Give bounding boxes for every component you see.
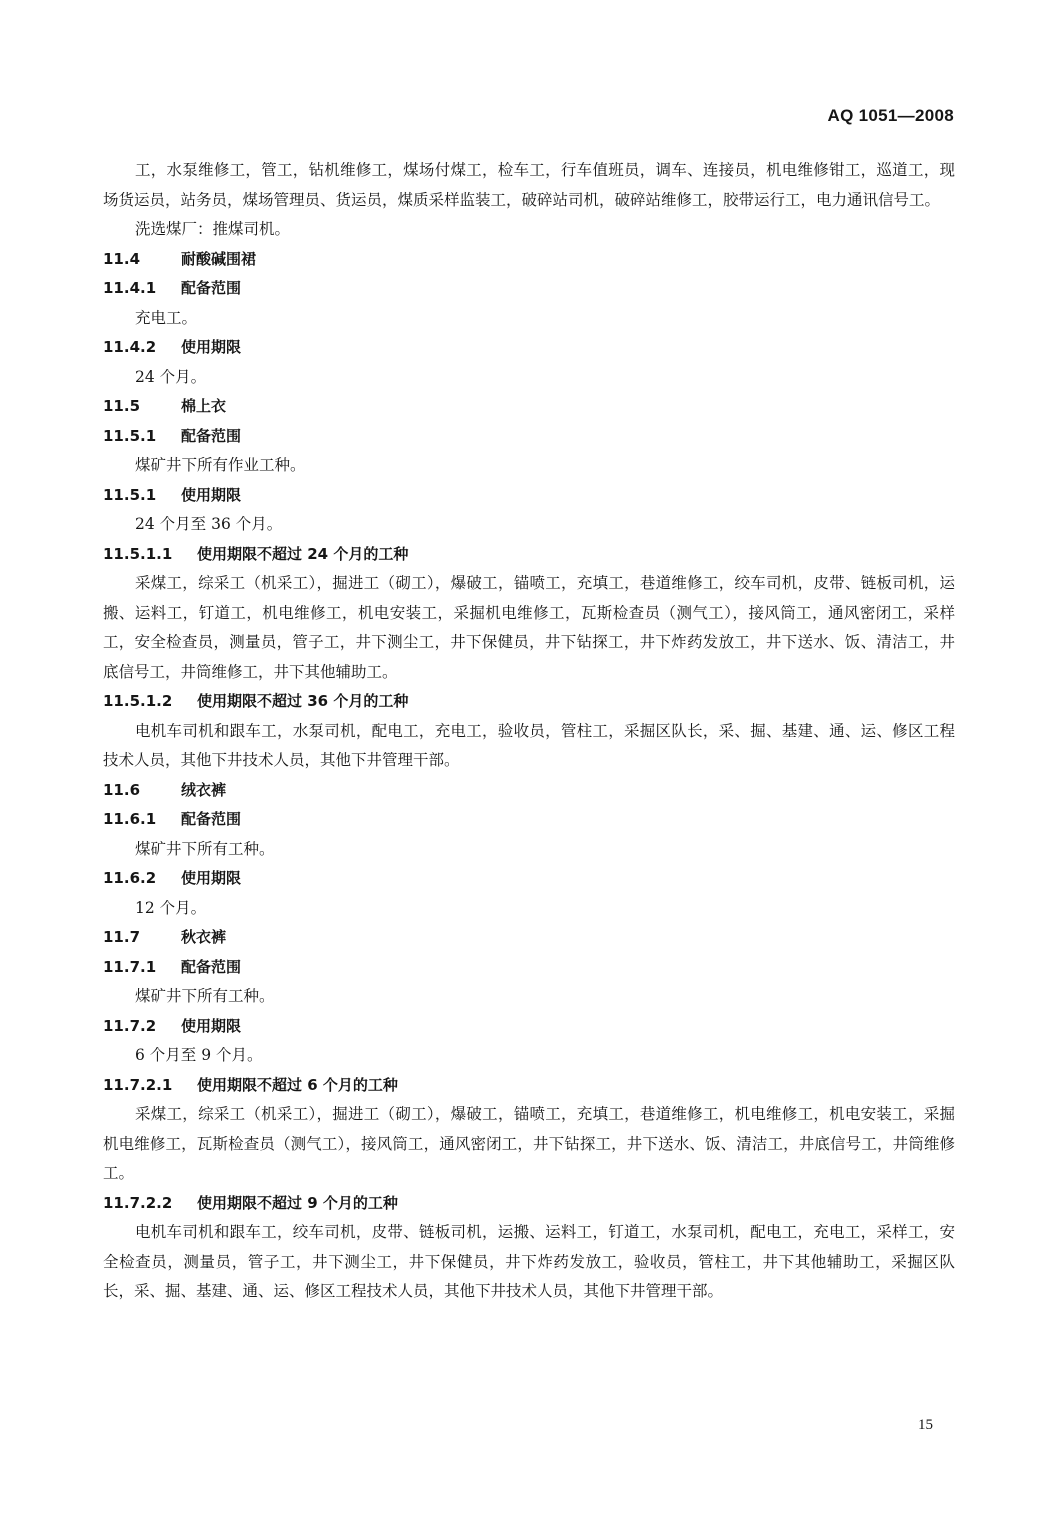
heading-11-7-1	[103, 953, 955, 983]
paragraph-wash-plant: 洗选煤厂：推煤司机。	[135, 220, 291, 238]
section-number: 11.4	[103, 249, 141, 268]
paragraph-11-7-1: 煤矿井下所有工种。	[135, 987, 275, 1005]
section-number: 11.6.2	[103, 869, 157, 887]
paragraph-11-5-1-2: 电机车司机和跟车工，水泵司机，配电工，充电工，验收员，管柱工，采掘区队长，采、掘、基建、通、运、修区工程技术人员，其他下井技术人员，其他下井管理干部。	[103, 721, 955, 769]
heading-11-4-1	[103, 274, 955, 304]
heading-11-5-1-scope	[103, 422, 955, 452]
heading-11-4-2	[103, 333, 955, 363]
paragraph-11-7-2: 6 个月至 9 个月。	[135, 1046, 263, 1064]
heading-11-5	[103, 392, 955, 422]
section-number: 11.7.2.1	[103, 1075, 173, 1094]
paragraph-11-5-1-period: 24 个月至 36 个月。	[135, 515, 283, 533]
heading-11-6-2	[103, 864, 955, 894]
heading-11-5-1-2	[103, 687, 955, 717]
paragraph-11-4-1: 充电工。	[135, 308, 198, 327]
paragraph-continuation: 工，水泵维修工，管工，钻机维修工，煤场付煤工，检车工，行车值班员，调车、连接员，机电维修钳工，巡道工，现场货运员，站务员，煤场管理员、货运员，煤质采样监装工，破碎站司机，破碎站维修工，胶带运行工，电力通讯信号工。	[103, 161, 955, 209]
section-title: 绒衣裤	[181, 780, 227, 799]
heading-11-7-2-1	[103, 1071, 955, 1101]
heading-11-7-2	[103, 1012, 955, 1042]
section-title: 秋衣裤	[181, 928, 227, 946]
section-number: 11.4.2	[103, 338, 157, 356]
paragraph-11-6-2: 12 个月。	[135, 898, 207, 917]
section-number: 11.5.1	[103, 426, 157, 445]
section-title: 配备范围	[181, 279, 242, 297]
heading-11-4	[103, 245, 955, 275]
section-title: 配备范围	[181, 810, 242, 828]
section-title: 使用期限	[181, 485, 242, 504]
section-title: 使用期限	[181, 1016, 242, 1035]
section-title: 使用期限	[181, 869, 242, 887]
paragraph-11-5-1-scope: 煤矿井下所有作业工种。	[135, 456, 306, 474]
paragraph-11-7-2-1: 采煤工，综采工（机采工），掘进工（砌工），爆破工，锚喷工，充填工，巷道维修工，机电维修工，机电安装工，采掘机电维修工，瓦斯检查员（测气工），接风筒工，通风密闭工，井下钻探工，井下送水、饭、清洁工，井底信号工，井筒维修工。	[103, 1105, 955, 1182]
section-number: 11.5.1	[103, 485, 157, 504]
section-number: 11.4.1	[103, 279, 157, 297]
section-number: 11.5.1.2	[103, 692, 173, 710]
heading-11-6	[103, 776, 955, 806]
paragraph-11-5-1-1: 采煤工，综采工（机采工），掘进工（砌工），爆破工，锚喷工，充填工，巷道维修工，绞车司机，皮带、链板司机，运搬、运料工，钉道工，机电维修工，机电安装工，采掘机电维修工，瓦斯检查员（测气工），接风筒工，通风密闭工，采样工，安全检查员，测量员，管子工，井下测尘工，井下保健员，井下钻探工，井下炸药发放工，井下送水、饭、清洁工，井底信号工，井筒维修工，井下其他辅助工。	[103, 574, 955, 681]
section-title: 配备范围	[181, 957, 242, 976]
paragraph-11-4-2: 24 个月。	[135, 367, 207, 386]
section-number: 11.5	[103, 397, 141, 415]
section-number: 11.5.1.1	[103, 544, 173, 563]
section-number: 11.6	[103, 780, 141, 799]
heading-11-5-1-1	[103, 540, 955, 570]
section-number: 11.7.1	[103, 957, 157, 976]
paragraph-11-6-1: 煤矿井下所有工种。	[135, 839, 275, 858]
section-title: 耐酸碱围裙	[181, 249, 257, 268]
heading-11-5-1-period	[103, 481, 955, 511]
section-title: 使用期限不超过 36 个月的工种	[197, 692, 409, 710]
section-title: 使用期限不超过 6 个月的工种	[197, 1075, 398, 1094]
section-number: 11.6.1	[103, 810, 157, 828]
standard-code: AQ 1051—2008	[827, 106, 954, 125]
page-body	[103, 156, 955, 1307]
section-title: 棉上衣	[181, 397, 227, 415]
heading-11-7-2-2	[103, 1189, 955, 1219]
section-title: 使用期限	[181, 338, 242, 356]
heading-11-7	[103, 923, 955, 953]
heading-11-6-1	[103, 805, 955, 835]
section-number: 11.7.2	[103, 1016, 157, 1035]
section-title: 使用期限不超过 9 个月的工种	[197, 1193, 398, 1212]
page-number: 15	[918, 1417, 933, 1433]
section-number: 11.7	[103, 928, 141, 946]
section-title: 使用期限不超过 24 个月的工种	[197, 544, 409, 563]
paragraph-11-7-2-2: 电机车司机和跟车工，绞车司机，皮带、链板司机，运搬、运料工，钉道工，水泵司机，配电工，充电工，采样工，安全检查员，测量员，管子工，井下测尘工，井下保健员，井下炸药发放工，验收员，管柱工，井下其他辅助工，采掘区队长，采、掘、基建、通、运、修区工程技术人员，其他下井技术人员，其他下井管理干部。	[103, 1223, 955, 1300]
section-title: 配备范围	[181, 426, 242, 445]
section-number: 11.7.2.2	[103, 1193, 173, 1212]
